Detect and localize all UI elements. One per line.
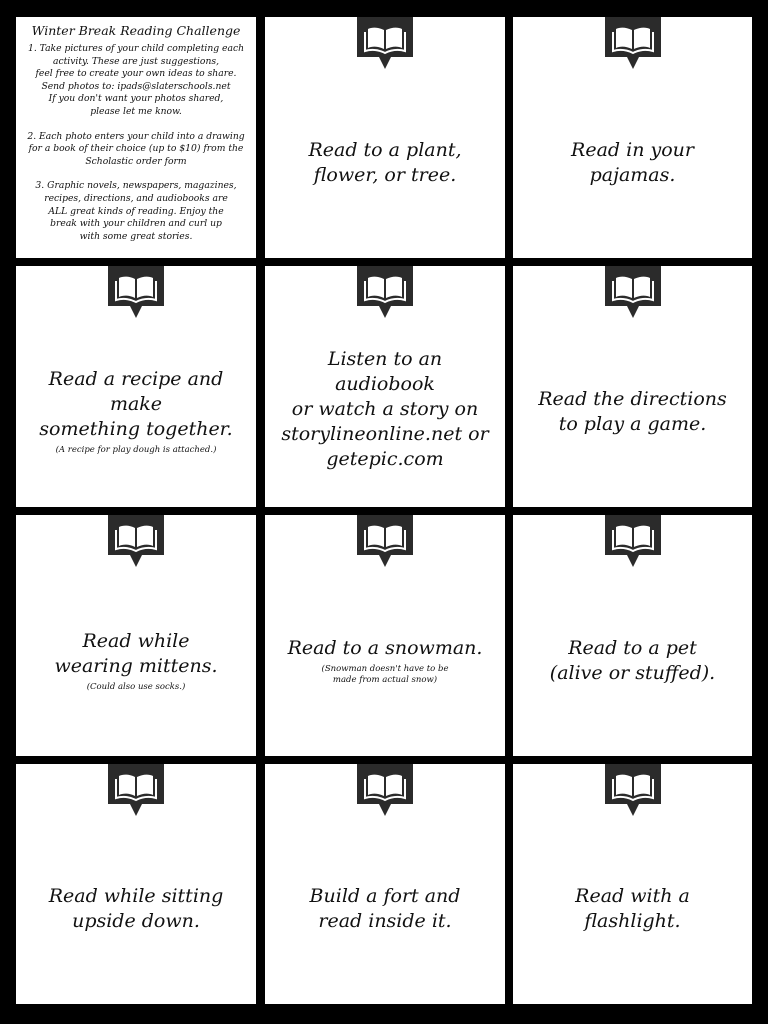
task-text: Read in your pajamas. (571, 138, 694, 186)
task-card (513, 515, 752, 756)
open-book-icon (357, 515, 413, 567)
task-card (265, 515, 505, 756)
task-body (26, 575, 246, 746)
open-book-icon (108, 764, 164, 816)
task-text: Read to a pet (alive or stuffed). (549, 636, 716, 684)
open-book-icon (108, 266, 164, 318)
task-card (16, 515, 256, 756)
task-body (523, 77, 742, 248)
intro-step: 1. Take pictures of your child completing each activity. These are just suggestions, feel free to create your own ideas to share. Send photos to: ipads@slaterschools.net If you don't want your photos shared, please let me know. (27, 43, 245, 117)
task-card (513, 764, 752, 1004)
open-book-icon (605, 764, 661, 816)
task-text: Read while wearing mittens. (54, 629, 218, 677)
task-text: Read the directions to play a game. (538, 387, 727, 435)
task-card (16, 764, 256, 1004)
intro-step: 2. Each photo enters your child into a drawing for a book of their choice (up to $10) from the Scholastic order form (27, 130, 245, 167)
task-text: Read while sitting upside down. (48, 885, 224, 932)
task-card (16, 266, 256, 507)
task-body (523, 575, 742, 746)
task-body (523, 326, 742, 497)
task-body (523, 824, 742, 994)
task-text: Read to a plant, flower, or tree. (308, 138, 462, 186)
task-text: Listen to an audiobook or watch a story on storylineonline.net or getepic.com (281, 348, 489, 470)
open-book-icon (605, 515, 661, 567)
intro-step: 3. Graphic novels, newspapers, magazines, recipes, directions, and audiobooks are ALL great kinds of reading. Enjoy the break with your children and curl up with some great stories. (35, 180, 237, 242)
task-note: (Snowman doesn't have to be made from actual snow) (321, 663, 449, 685)
task-body (275, 575, 495, 746)
open-book-icon (357, 266, 413, 318)
task-note: (A recipe for play dough is attached.) (55, 445, 217, 455)
open-book-icon (357, 17, 413, 69)
task-card (513, 266, 752, 507)
task-text: Read to a snowman. (287, 636, 483, 659)
task-text: Read with a flashlight. (575, 885, 690, 932)
open-book-icon (357, 764, 413, 816)
task-card (265, 764, 505, 1004)
task-body (275, 322, 495, 497)
open-book-icon (605, 17, 661, 69)
task-body (275, 77, 495, 248)
task-note: (Could also use socks.) (86, 681, 186, 692)
intro-card (16, 17, 256, 258)
task-text: Read a recipe and make something together. (39, 368, 233, 440)
open-book-icon (605, 266, 661, 318)
task-body (26, 824, 246, 994)
task-card (513, 17, 752, 258)
intro-title: Winter Break Reading Challenge (31, 23, 241, 38)
intro-text (24, 23, 248, 252)
task-body (275, 824, 495, 994)
task-card (265, 266, 505, 507)
task-body (26, 326, 246, 497)
open-book-icon (108, 515, 164, 567)
task-card (265, 17, 505, 258)
task-text: Build a fort and read inside it. (309, 885, 461, 932)
